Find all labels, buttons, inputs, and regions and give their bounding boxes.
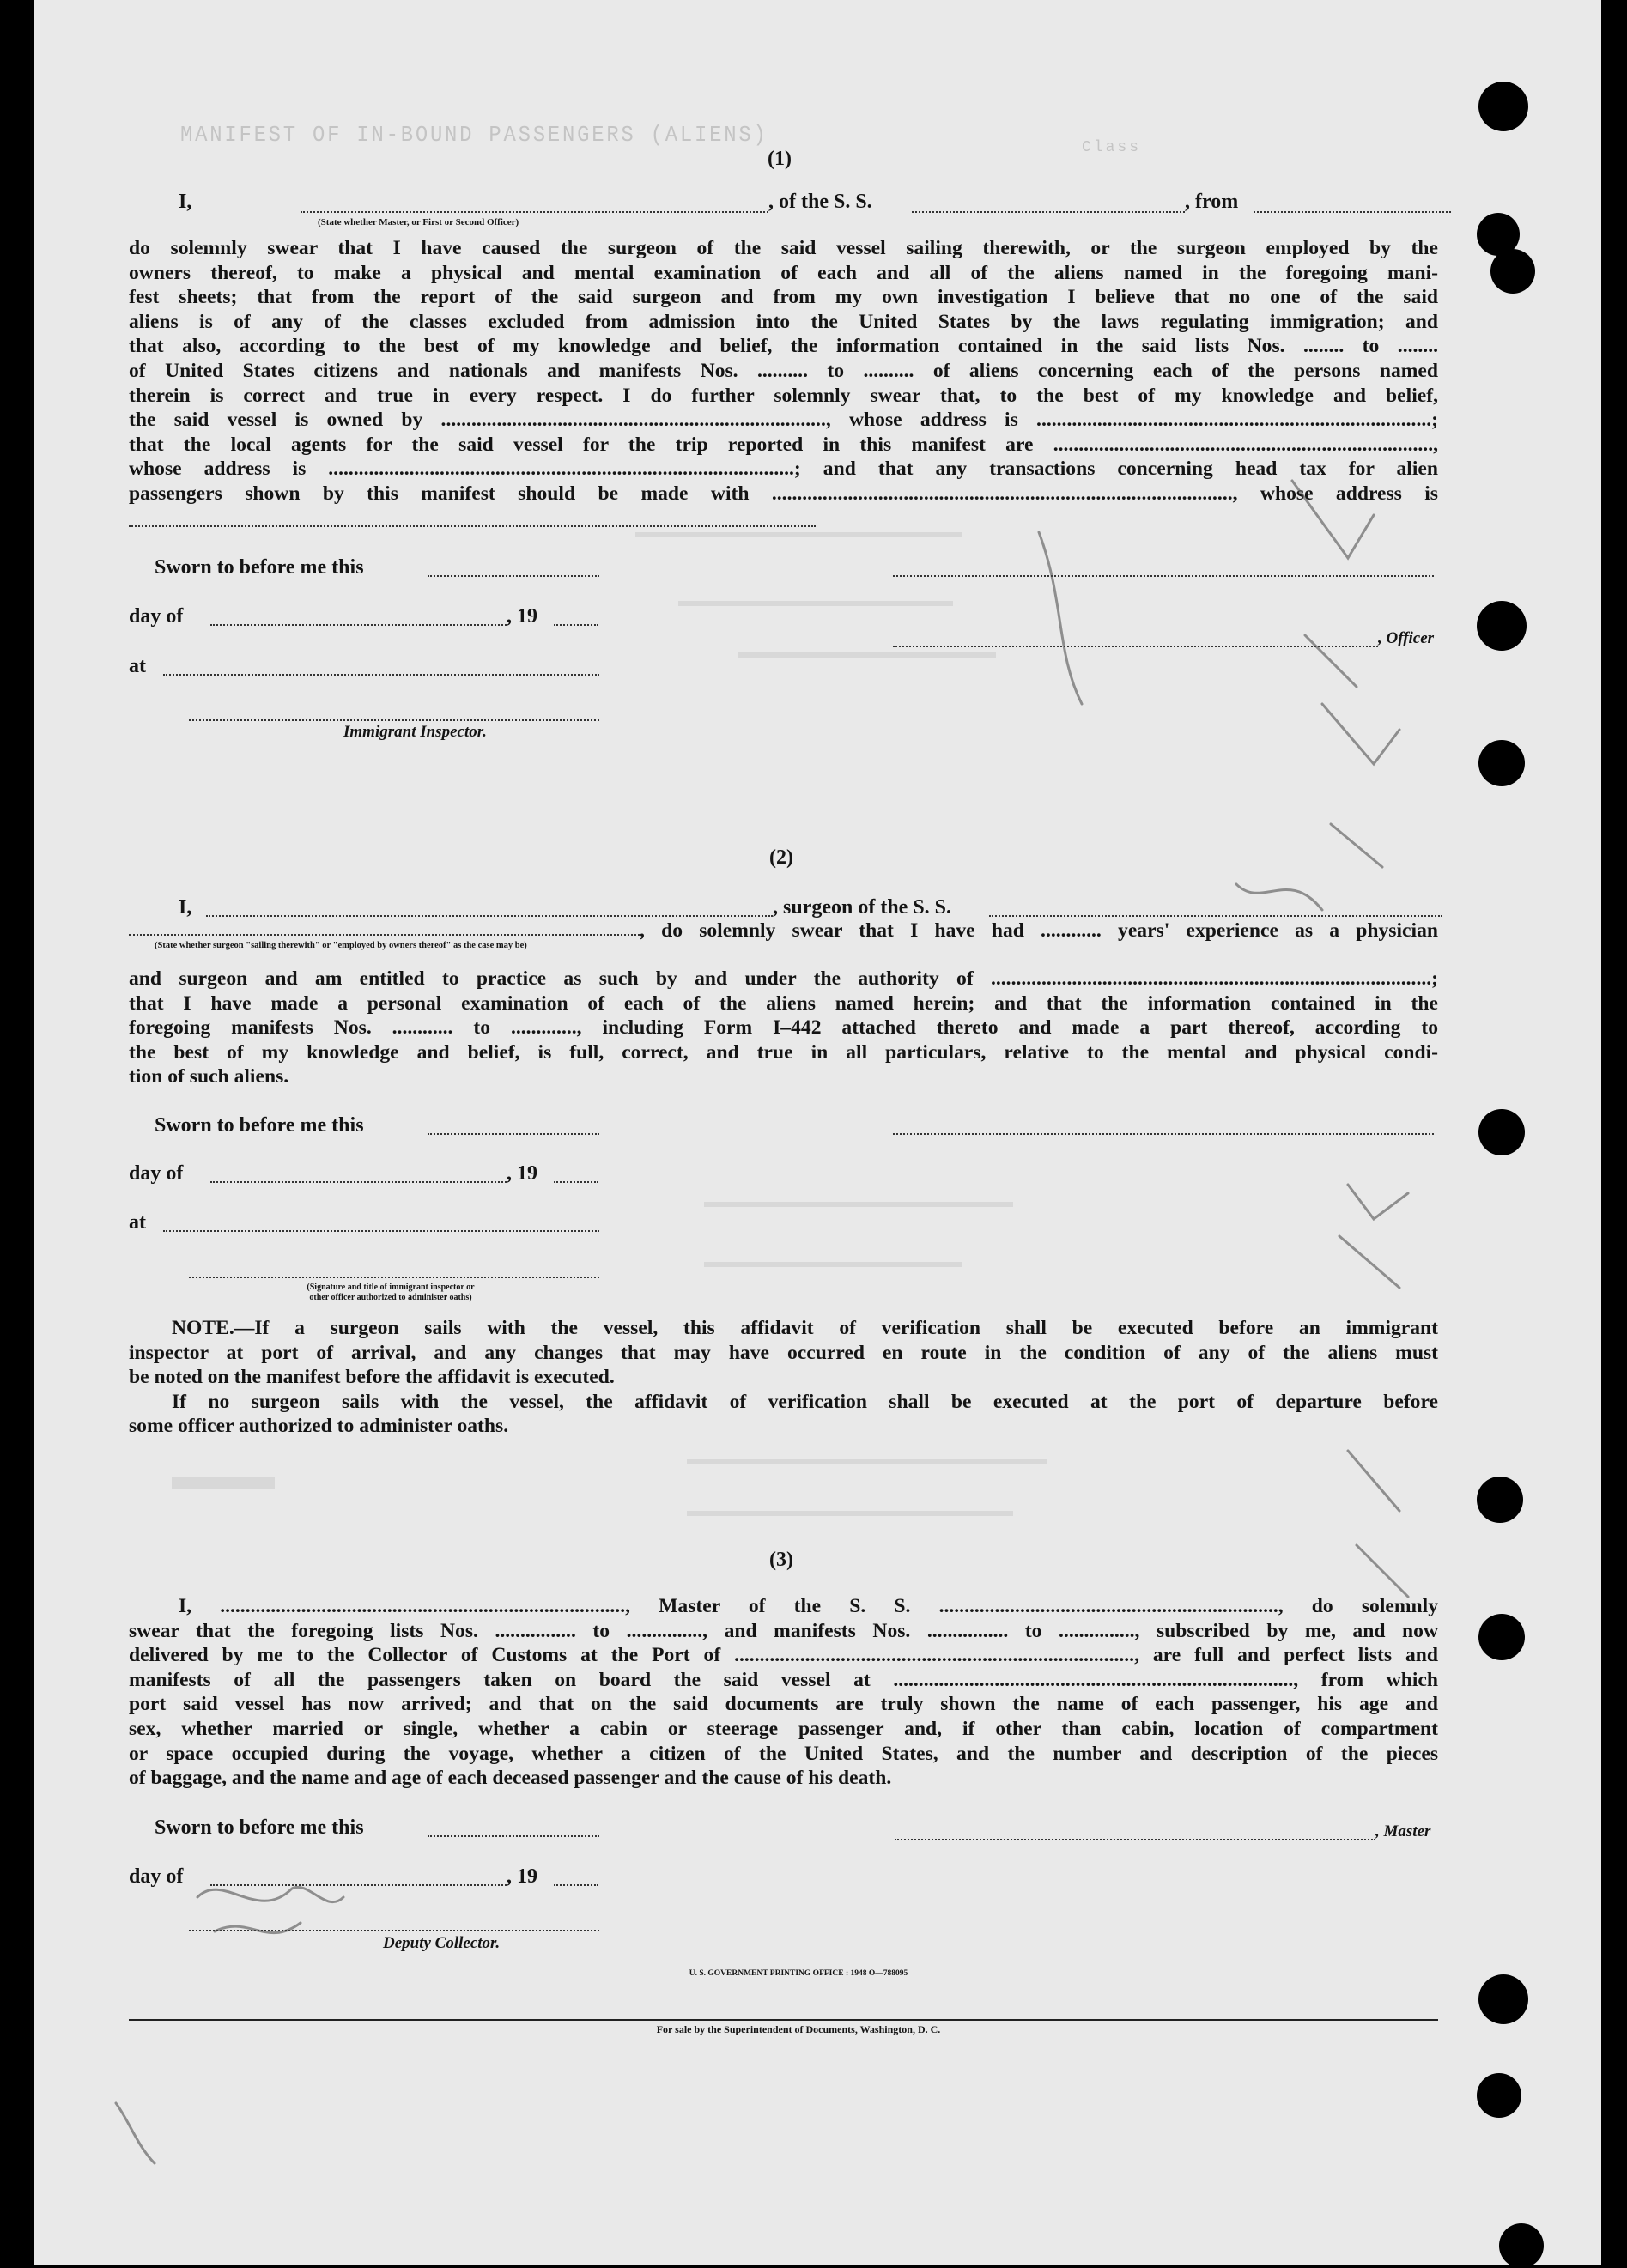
s1-line: owners thereof, to make a physical and mental examination of each and all of the aliens named in the foregoing mani- (129, 261, 1438, 284)
s3-line: manifests of all the passengers taken on board the said vessel at ..............................................................................., from which (129, 1668, 1438, 1691)
s2-type-caption: (State whether surgeon "sailing therewith" or "employed by owners thereof" as the case may be) (155, 941, 527, 950)
note-line: If no surgeon sails with the vessel, the affidavit of verification shall be executed at the port of departure before (172, 1390, 1438, 1413)
s3-master-title: , Master (1375, 1822, 1431, 1840)
binder-hole (1478, 1974, 1528, 2024)
note-line: inspector at port of arrival, and any changes that may have occurred en route in the condition of any of the aliens must (129, 1341, 1438, 1364)
s1-line: fest sheets; that from the report of the said surgeon and from my own investigation I believe that no one of the said (129, 286, 1438, 309)
s2-year-label: , 19 (507, 1162, 537, 1185)
s1-day-of-label: day of (129, 605, 184, 628)
s1-line: that the local agents for the said vessel for the trip reported in this manifest are ..........................................................................., (129, 433, 1438, 456)
s1-i-label: I, (179, 191, 192, 213)
note-line: be noted on the manifest before the affidavit is executed. (129, 1366, 615, 1389)
s1-inspector-title: Immigrant Inspector. (343, 723, 487, 741)
s3-year-label: , 19 (507, 1865, 537, 1888)
s2-i-label: I, (179, 896, 192, 919)
binder-hole (1477, 601, 1527, 651)
s3-line: delivered by me to the Collector of Customs at the Port of ..............................................................................., are full and perfect lists and (129, 1644, 1438, 1667)
binder-hole (1478, 82, 1528, 131)
binder-hole (1477, 1477, 1523, 1523)
binder-hole (1478, 1614, 1525, 1660)
note-line: some officer authorized to administer oaths. (129, 1415, 509, 1438)
s3-sworn-label: Sworn to before me this (155, 1816, 364, 1839)
binder-hole (1478, 740, 1525, 786)
s3-line: swear that the foregoing lists Nos. ................ to ..............., and manifests Nos. ................ to ..............., subscribed by me, and now (129, 1619, 1438, 1642)
handwritten-marks (34, 0, 1601, 2265)
s2-sworn-label: Sworn to before me this (155, 1114, 364, 1137)
s2-line2: , do solemnly swear that I have had ............ years' experience as a physician (640, 919, 1438, 942)
binder-hole (1477, 2073, 1521, 2118)
s1-sworn-label: Sworn to before me this (155, 556, 364, 579)
s1-rank-caption: (State whether Master, or First or Second Officer) (318, 217, 519, 227)
s1-from-label: , from (1185, 191, 1239, 213)
s3-line: sex, whether married or single, whether a cabin or steerage passenger and, if other than cabin, location of compartment (129, 1717, 1438, 1740)
sale-notice: For sale by the Superintendent of Documents, Washington, D. C. (656, 2023, 941, 2035)
s1-line: that also, according to the best of my knowledge and belief, the information contained in the said lists Nos. ........ to ........ (129, 335, 1438, 358)
s1-line: aliens is of any of the classes excluded from admission into the United States by the laws regulating immigration; and (129, 310, 1438, 333)
s1-line: of United States citizens and nationals and manifests Nos. .......... to .......... of aliens concerning each of the persons named (129, 359, 1438, 382)
s2-day-of-label: day of (129, 1162, 184, 1185)
s1-line: the said vessel is owned by ............................................................................, whose address is ..............................................................................; (129, 409, 1438, 432)
s3-line: port said vessel has now arrived; and that on the said documents are truly shown the name of each passenger, his age and (129, 1693, 1438, 1716)
section-3-number: (3) (769, 1549, 793, 1571)
s1-of-ss-label: , of the S. S. (768, 191, 872, 213)
s2-surgeon-of-label: , surgeon of the S. S. (773, 896, 952, 919)
s3-collector-title: Deputy Collector. (383, 1934, 501, 1952)
s2-line: the best of my knowledge and belief, is full, correct, and true in all particulars, relative to the mental and physical condi- (129, 1040, 1438, 1064)
s1-officer-title: , Officer (1378, 629, 1435, 647)
s1-line: passengers shown by this manifest should be made with ..........................................................................................., whose address is (129, 482, 1438, 505)
s2-line: tion of such aliens. (129, 1065, 289, 1089)
printer-imprint: U. S. GOVERNMENT PRINTING OFFICE : 1948 O—788095 (689, 1969, 908, 1978)
s2-signature-caption-2: other officer authorized to administer oaths) (309, 1293, 472, 1302)
s1-line: do solemnly swear that I have caused the surgeon of the said vessel sailing therewith, or the surgeon employed by the (129, 237, 1438, 259)
binder-hole (1490, 249, 1535, 294)
s2-line: and surgeon and am entitled to practice as such by and under the authority of .......................................................................................; (129, 967, 1438, 990)
s3-line: or space occupied during the voyage, whether a citizen of the United States, and the number and description of the pieces (129, 1742, 1438, 1765)
section-1-number: (1) (768, 148, 792, 170)
faint-header-line2: Class (1082, 139, 1142, 156)
faint-header-line1: MANIFEST OF IN-BOUND PASSENGERS (ALIENS) (180, 122, 768, 148)
manifest-page (34, 0, 1601, 2265)
s1-at-label: at (129, 655, 146, 677)
s3-line: of baggage, and the name and age of each deceased passenger and the cause of his death. (129, 1767, 892, 1790)
s2-line: foregoing manifests Nos. ............ to ............., including Form I–442 attached thereto and made a part thereof, according to (129, 1016, 1438, 1040)
s3-day-of-label: day of (129, 1865, 184, 1888)
s2-at-label: at (129, 1211, 146, 1234)
s3-line: I, ................................................................................, Master of the S. S. ..................................................................., do solemnly (179, 1595, 1438, 1617)
s1-year-label: , 19 (507, 605, 537, 628)
s2-line: that I have made a personal examination of each of the aliens named herein; and that the information contained in the (129, 991, 1438, 1015)
s1-line: therein is correct and true in every respect. I do further solemnly swear that, to the best of my knowledge and belief, (129, 384, 1438, 407)
binder-hole (1499, 2223, 1544, 2268)
note-line: NOTE.—If a surgeon sails with the vessel, this affidavit of verification shall be executed before an immigrant (172, 1317, 1438, 1339)
section-2-number: (2) (769, 846, 793, 869)
s1-line: whose address is ............................................................................................; and that any transactions concerning head tax for alien (129, 458, 1438, 481)
binder-hole (1478, 1109, 1525, 1155)
s2-signature-caption-1: (Signature and title of immigrant inspector or (307, 1283, 475, 1292)
